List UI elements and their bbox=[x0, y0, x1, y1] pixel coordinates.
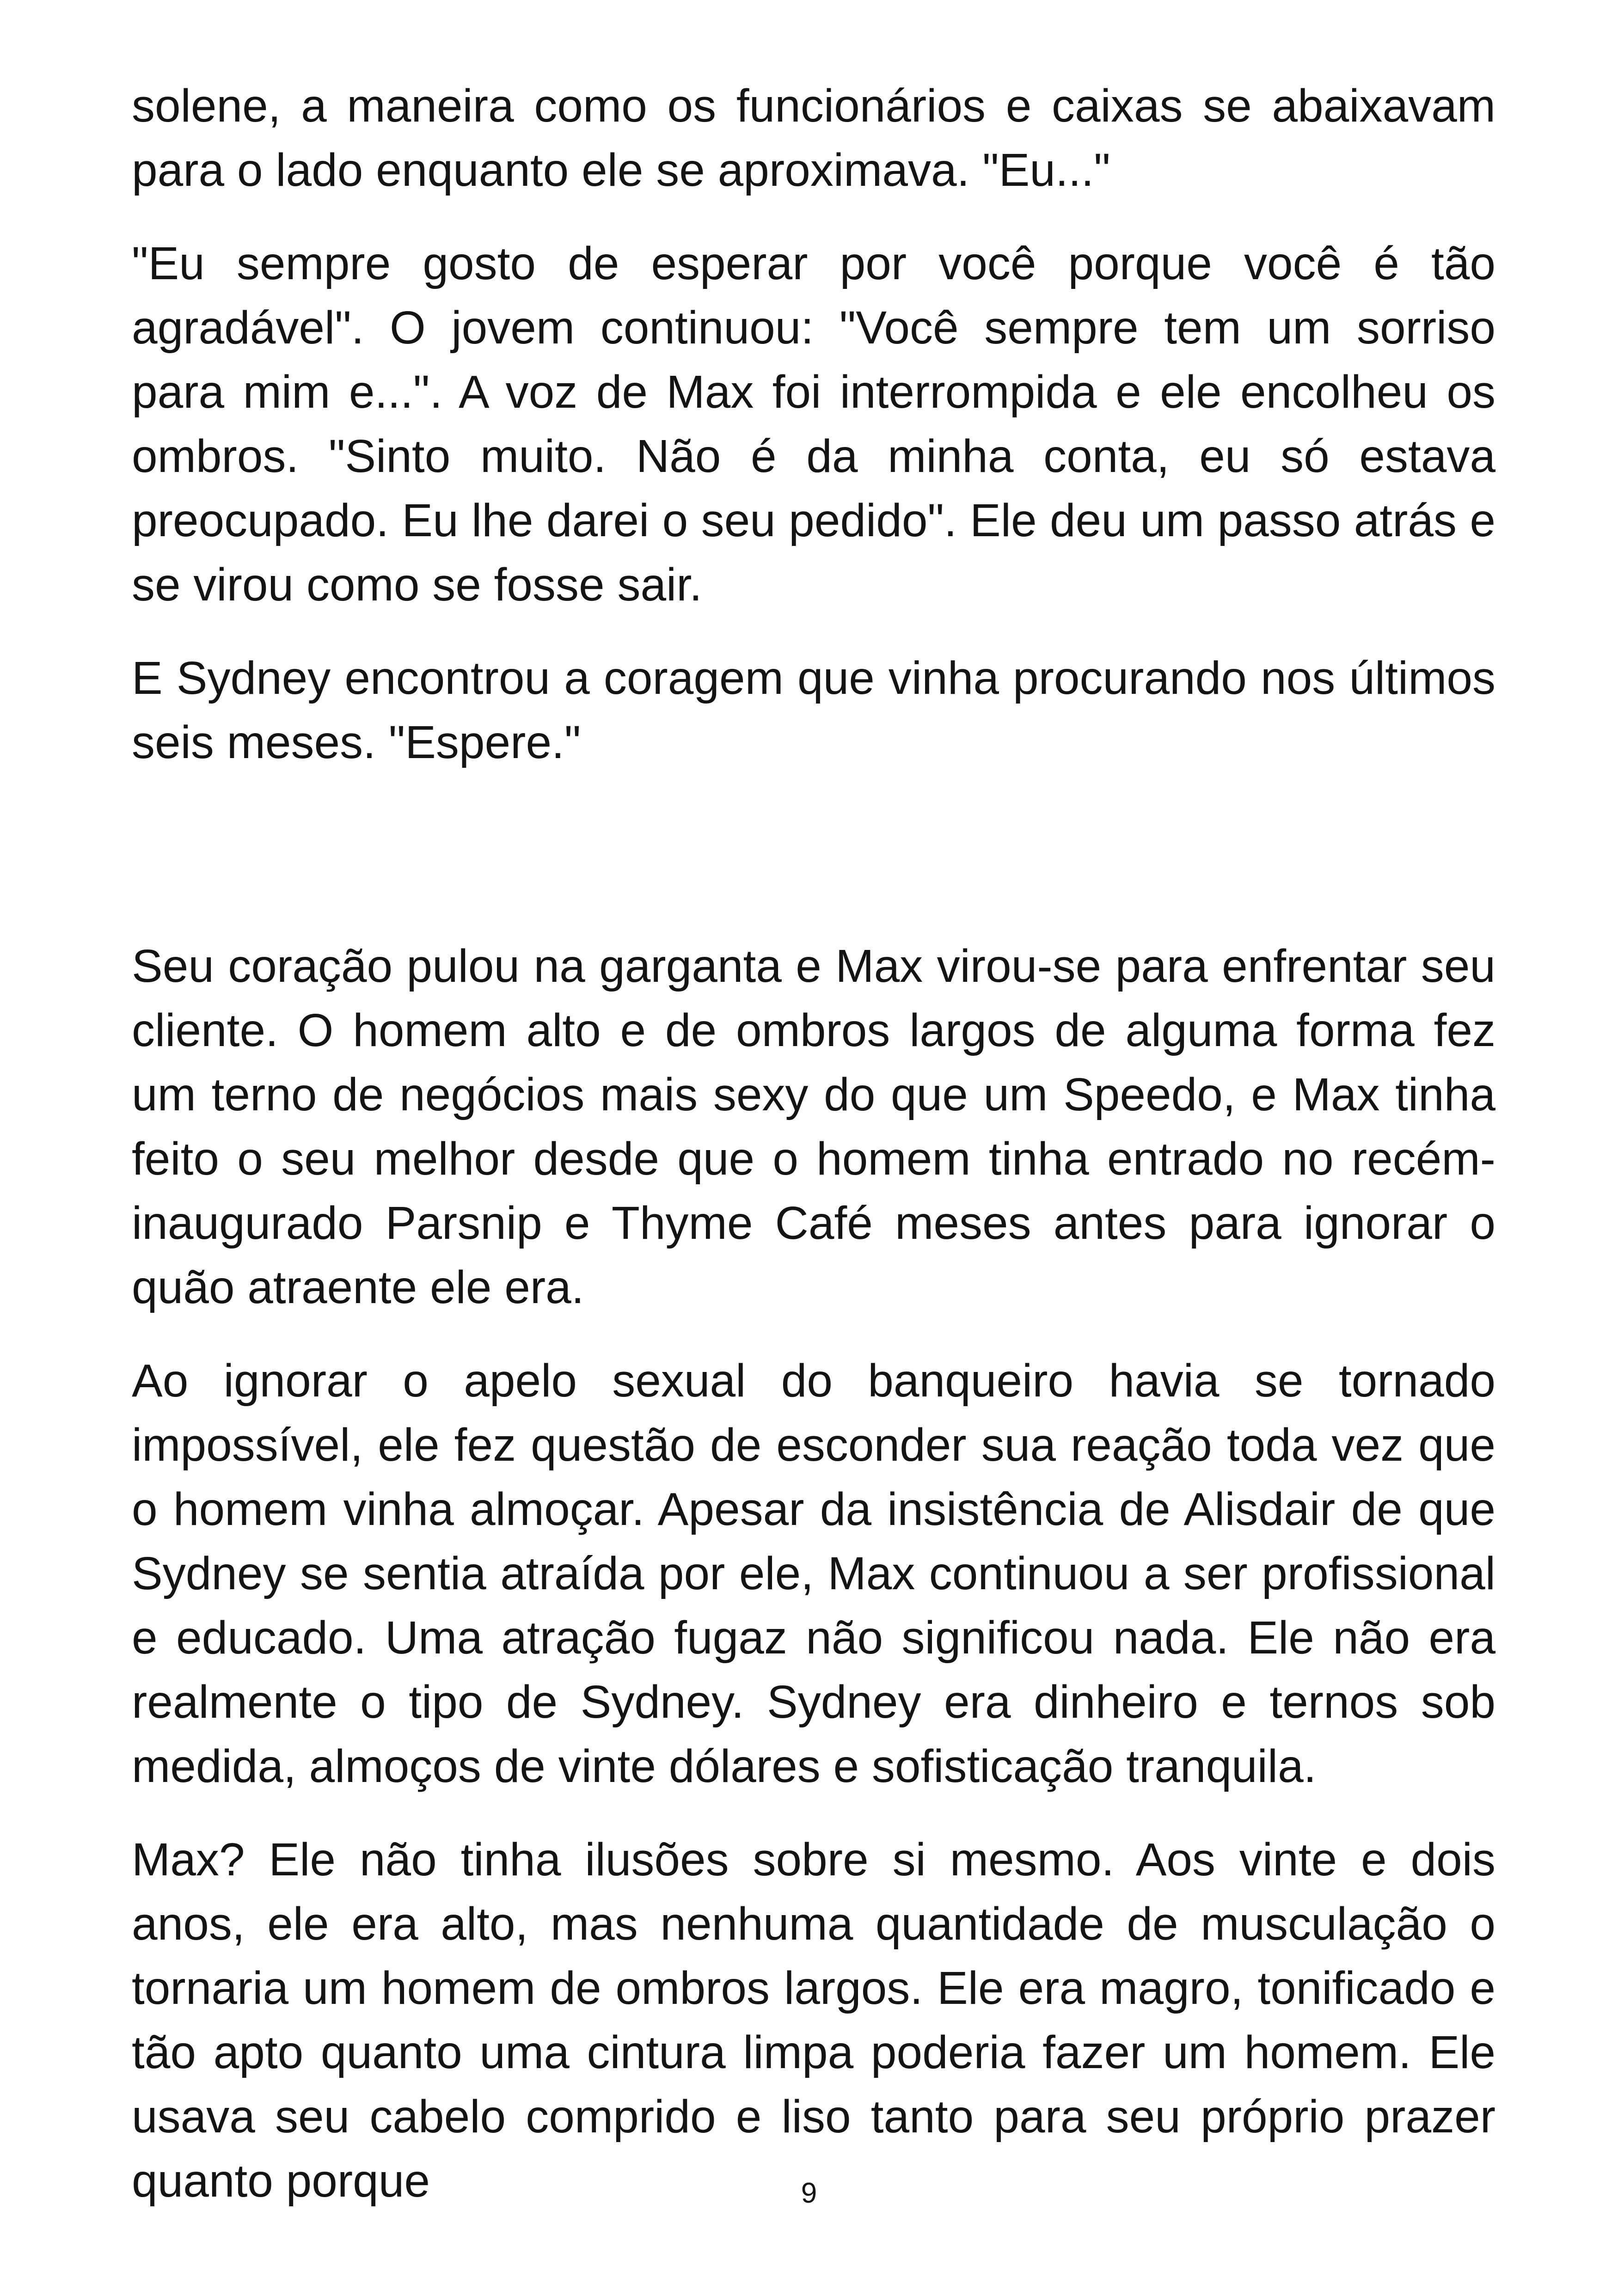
paragraph: E Sydney encontrou a coragem que vinha procurando nos últimos seis meses. "Espere." bbox=[132, 652, 1495, 768]
paragraph: Ao ignorar o apelo sexual do banqueiro havia se tornado impossível, ele fez questão de esconder sua reação toda vez que o homem vinha almoçar. Apesar da insistência de Alisdair de que Sydney se sentia atraída por ele, Max continuou a ser profissional e educado. Uma atração fugaz não significou nada. Ele não era realmente o tipo de Sydney. Sydney era dinheiro e ternos sob medida, almoços de vinte dólares e sofisticação tranquila. bbox=[132, 1355, 1495, 1792]
paragraph: Seu coração pulou na garganta e Max virou-se para enfrentar seu cliente. O homem alto e de ombros largos de alguma forma fez um terno de negócios mais sexy do que um Speedo, e Max tinha feito o seu melhor desde que o homem tinha entrado no recém-inaugurado Parsnip e Thyme Café meses antes para ignorar o quão atraente ele era. bbox=[132, 940, 1495, 1313]
paragraph: Max? Ele não tinha ilusões sobre si mesmo. Aos vinte e dois anos, ele era alto, mas nenhuma quantidade de musculação o tornaria um homem de ombros largos. Ele era magro, tonificado e tão apto quanto uma cintura limpa poderia fazer um homem. Ele usava seu cabelo comprido e liso tanto para seu próprio prazer quanto porque bbox=[132, 1834, 1495, 2207]
body-text bbox=[132, 74, 1495, 2213]
paragraph: solene, a maneira como os funcionários e caixas se abaixavam para o lado enquanto ele se aproximava. "Eu..." bbox=[132, 80, 1495, 196]
paragraph: "Eu sempre gosto de esperar por você porque você é tão agradável". O jovem continuou: "Você sempre tem um sorriso para mim e...". A voz de Max foi interrompida e ele encolheu os ombros. "Sinto muito. Não é da minha conta, eu só estava preocupado. Eu lhe darei o seu pedido". Ele deu um passo atrás e se virou como se fosse sair. bbox=[132, 238, 1495, 611]
page-number: 9 bbox=[801, 2177, 817, 2209]
